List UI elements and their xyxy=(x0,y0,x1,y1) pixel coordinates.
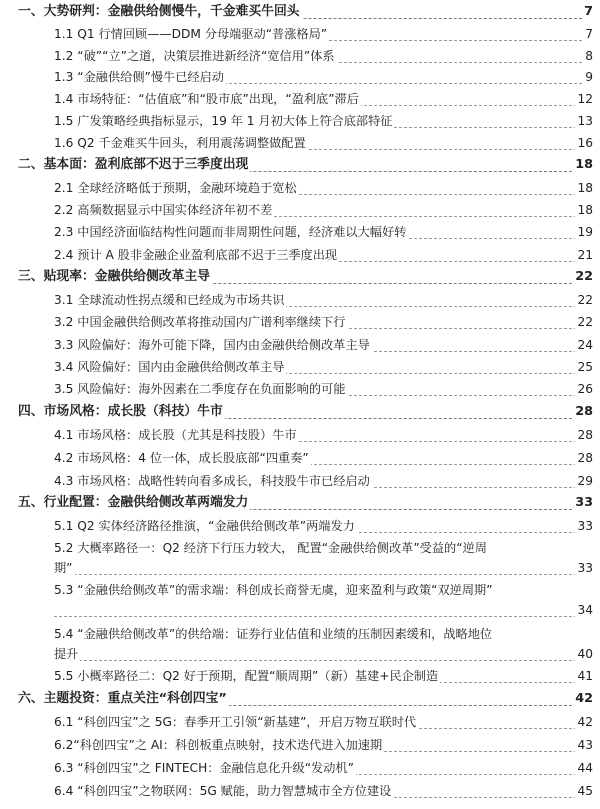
toc-subsection-title: 1.1 Q1 行情回顾——DDM 分母端驱动“普涨格局” xyxy=(54,27,328,41)
toc-leader-line xyxy=(54,574,592,575)
toc-subsection-title: 4.3 市场风格：战略性转向看多成长，科技股牛市已经启动 xyxy=(54,474,370,488)
toc-subsection-row[interactable] xyxy=(0,65,600,87)
toc-page-number: 43 xyxy=(577,738,593,752)
toc-page-number: 26 xyxy=(577,382,593,396)
toc-page-number: 28 xyxy=(575,404,593,419)
toc-subsection-title: 2.4 预计 A 股非金融企业盈利底部不迟于三季度出现 xyxy=(54,248,338,262)
toc-subsection-row[interactable] xyxy=(0,733,600,756)
toc-page-number: 29 xyxy=(577,474,593,488)
toc-page-number: 34 xyxy=(577,603,593,617)
toc-subsection-row[interactable] xyxy=(0,220,600,243)
toc-subsection-title: 5.2 大概率路径一：Q2 经济下行压力较大， 配置“金融供给侧改革”受益的“逆周 xyxy=(54,541,487,555)
toc-subsection-title: 提升 xyxy=(54,647,79,661)
toc-subsection-title: 5.5 小概率路径二：Q2 好于预期，配置“顺周期”（新）基建+民企制造 xyxy=(54,669,439,683)
toc-subsection-title: 3.1 全球流动性拐点缓和已经成为市场共识 xyxy=(54,293,285,307)
toc-subsection-row[interactable] xyxy=(0,288,600,310)
toc-page-number: 28 xyxy=(577,428,593,442)
toc-subsection-title: 期” xyxy=(54,561,73,575)
toc-subsection-title: 6.1 “科创四宝”之 5G：春季开工引领“新基建”，开启万物互联时代 xyxy=(54,715,417,729)
toc-section-title: 六、主题投资：重点关注“科创四宝” xyxy=(18,691,227,706)
toc-subsection-row[interactable] xyxy=(0,333,600,355)
toc-subsection-title: 3.5 风险偏好：海外因素在二季度存在负面影响的可能 xyxy=(54,382,346,396)
toc-page-number: 9 xyxy=(585,70,593,84)
toc-page-number: 18 xyxy=(575,157,593,172)
toc-page-number: 42 xyxy=(575,691,593,706)
toc-section-row[interactable] xyxy=(0,265,600,288)
toc-subsection-title: 6.3 “科创四宝”之 FINTECH：金融信息化升级“发动机” xyxy=(54,761,354,775)
toc-subsection-title: 1.2 “破”“立”之道，决策层推进新经济“宽信用”体系 xyxy=(54,49,335,63)
toc-subsection-title: 4.1 市场风格：成长股（尤其是科技股）牛市 xyxy=(54,428,297,442)
toc-subsection-title: 5.3 “金融供给侧改革”的需求端：科创成长商誉无虞，迎来盈利与政策“双逆周期” xyxy=(54,583,493,597)
toc-page-number: 24 xyxy=(577,338,593,352)
toc-subsection-row[interactable] xyxy=(0,355,600,377)
toc-page-number: 28 xyxy=(577,451,593,465)
toc-page-number: 33 xyxy=(575,495,593,510)
toc-subsection-row[interactable] xyxy=(0,109,600,131)
toc-section-row[interactable] xyxy=(0,491,600,514)
toc-page-number: 22 xyxy=(577,293,593,307)
toc-subsection-row[interactable] xyxy=(0,87,600,109)
toc-section-title: 一、大势研判：金融供给侧慢牛，千金难买牛回头 xyxy=(18,4,300,19)
toc-subsection-title: 1.6 Q2 千金难买牛回头，利用震荡调整做配置 xyxy=(54,136,306,150)
toc-section-row[interactable] xyxy=(0,153,600,176)
toc-page-number: 40 xyxy=(577,647,593,661)
toc-page-number: 18 xyxy=(577,181,593,195)
toc-subsection-row[interactable] xyxy=(0,44,600,65)
toc-subsection-row[interactable] xyxy=(0,756,600,779)
toc-subsection-title: 2.1 全球经济略低于预期，金融环境趋于宽松 xyxy=(54,181,297,195)
toc-page-number: 12 xyxy=(577,92,593,106)
toc-section-row[interactable] xyxy=(0,687,600,710)
toc-section-row[interactable] xyxy=(0,400,600,423)
toc-page-number: 22 xyxy=(575,269,593,284)
toc-page-number: 8 xyxy=(585,49,593,63)
toc-page-number: 42 xyxy=(577,715,593,729)
toc-subsection-title: 5.4 “金融供给侧改革”的供给端：证券行业估值和业绩的压制因素缓和，战略地位 xyxy=(54,627,493,641)
toc-section-title: 二、基本面：盈利底部不迟于三季度出现 xyxy=(18,157,249,172)
toc-subsection-title: 3.2 中国金融供给侧改革将推动国内广谱利率继续下行 xyxy=(54,315,346,329)
toc-subsection-title: 3.4 风险偏好：国内由金融供给侧改革主导 xyxy=(54,360,285,374)
toc-page-number: 13 xyxy=(577,114,593,128)
toc-subsection-title: 5.1 Q2 实体经济路径推演，“金融供给侧改革”两端发力 xyxy=(54,519,355,533)
toc-subsection-row[interactable] xyxy=(0,243,600,265)
toc-page-number: 18 xyxy=(577,203,593,217)
toc-subsection-title: 6.4 “科创四宝”之物联网：5G 赋能，助力智慧城市全方位建设 xyxy=(54,784,392,798)
toc-subsection-row[interactable] xyxy=(0,198,600,220)
toc-page-number: 25 xyxy=(577,360,593,374)
toc-leader-line xyxy=(54,660,592,661)
toc-section-title: 三、贴现率：金融供给侧改革主导 xyxy=(18,269,210,284)
toc-subsection-row[interactable] xyxy=(0,469,600,491)
toc-subsection-row[interactable] xyxy=(0,423,600,446)
toc-subsection-title: 1.4 市场特征：“估值底”和“股市底”出现，“盈利底”滞后 xyxy=(54,92,359,106)
toc-page-number: 21 xyxy=(577,248,593,262)
toc-section-row[interactable] xyxy=(0,0,600,22)
toc-subsection-row[interactable] xyxy=(0,131,600,153)
toc-page-number: 19 xyxy=(577,225,593,239)
toc-subsection-title: 2.3 中国经济面临结构性问题而非周期性问题，经济难以大幅好转 xyxy=(54,225,407,239)
toc-page-number: 33 xyxy=(577,561,593,575)
toc-subsection-row[interactable] xyxy=(0,710,600,733)
toc-page-number: 33 xyxy=(577,519,593,533)
toc-subsection-title: 6.2“科创四宝”之 AI：科创板重点映射，技术迭代进入加速期 xyxy=(54,738,383,752)
toc-section-title: 四、市场风格：成长股（科技）牛市 xyxy=(18,404,223,419)
toc-subsection-row[interactable] xyxy=(0,22,600,44)
toc-page-number: 7 xyxy=(584,4,593,19)
toc-subsection-row[interactable] xyxy=(0,536,600,578)
toc-subsection-row[interactable] xyxy=(0,446,600,469)
toc-page-number: 45 xyxy=(577,784,593,798)
toc-subsection-row[interactable] xyxy=(0,310,600,333)
toc-subsection-row[interactable] xyxy=(0,664,600,687)
toc-subsection-row[interactable] xyxy=(0,578,600,622)
toc-page-number: 16 xyxy=(577,136,593,150)
toc-page-number: 7 xyxy=(585,27,593,41)
toc-subsection-title: 4.2 市场风格：4 位一体，成长股底部“四重奏” xyxy=(54,451,309,465)
toc-subsection-row[interactable] xyxy=(0,176,600,198)
toc-subsection-title: 3.3 风险偏好：海外可能下降，国内由金融供给侧改革主导 xyxy=(54,338,370,352)
toc-section-title: 五、行业配置：金融供给侧改革两端发力 xyxy=(18,495,249,510)
toc-leader-line xyxy=(54,616,592,617)
toc-subsection-row[interactable] xyxy=(0,622,600,664)
toc-subsection-row[interactable] xyxy=(0,514,600,536)
toc-subsection-row[interactable] xyxy=(0,779,600,801)
toc-subsection-title: 1.5 广发策略经典指标显示，19 年 1 月初大体上符合底部特征 xyxy=(54,114,393,128)
toc-subsection-title: 2.2 高频数据显示中国实体经济年初不差 xyxy=(54,203,273,217)
toc-page-number: 44 xyxy=(577,761,593,775)
toc-page-number: 22 xyxy=(577,315,593,329)
toc-subsection-row[interactable] xyxy=(0,377,600,400)
toc-subsection-title: 1.3 “金融供给侧”慢牛已经启动 xyxy=(54,70,224,84)
toc-page-number: 41 xyxy=(577,669,593,683)
